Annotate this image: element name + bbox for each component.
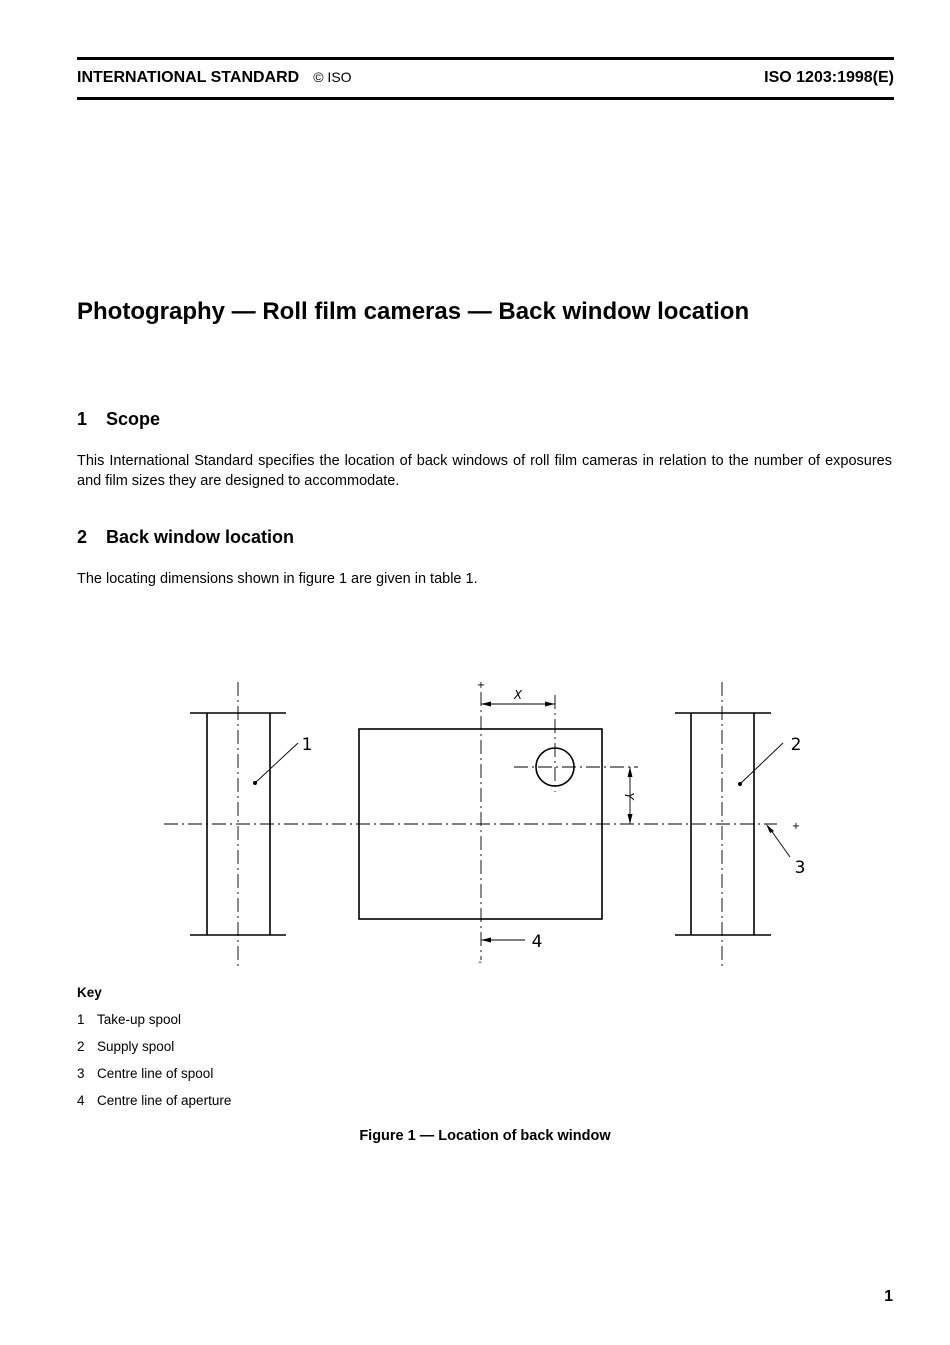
callout-2 xyxy=(738,735,801,786)
header-left xyxy=(77,69,352,87)
key-title: Key xyxy=(77,985,102,1000)
dimension-y xyxy=(622,767,636,824)
header-copyright: © ISO xyxy=(313,69,352,85)
callout-3-label: 3 xyxy=(794,858,806,878)
dimension-y-label: Y xyxy=(622,792,636,800)
key-item xyxy=(77,1012,181,1027)
figure-drawing xyxy=(150,670,820,975)
key-item xyxy=(77,1093,231,1108)
document-title: Photography — Roll film cameras — Back window location xyxy=(77,298,750,325)
key-number: 4 xyxy=(77,1093,85,1108)
key-text: Supply spool xyxy=(97,1039,175,1054)
key-number: 3 xyxy=(77,1066,85,1081)
callout-1-label: 1 xyxy=(301,735,313,755)
scope-paragraph: This International Standard specifies the location of back windows of roll film cameras in relation to the number of exposures and film sizes they are designed to accommodate. xyxy=(77,453,892,489)
callout-4 xyxy=(481,932,542,952)
back-window-paragraph: The locating dimensions shown in figure 1 are given in table 1. xyxy=(77,571,478,587)
section-heading-scope xyxy=(77,409,160,430)
back-window xyxy=(514,695,638,792)
section-heading-back-window xyxy=(77,527,294,548)
callout-2-label: 2 xyxy=(790,735,802,755)
key-text: Take-up spool xyxy=(97,1012,182,1027)
section-title: Scope xyxy=(106,409,161,429)
key-text: Centre line of aperture xyxy=(97,1093,232,1108)
centre-mark: + xyxy=(476,680,486,691)
header-rule-top xyxy=(77,57,894,60)
header-rule-bottom xyxy=(77,97,894,100)
key-number: 1 xyxy=(77,1012,85,1027)
header-standard-label: INTERNATIONAL STANDARD xyxy=(77,69,300,86)
centre-mark: - xyxy=(478,957,482,968)
dimension-x xyxy=(481,688,555,707)
key-item xyxy=(77,1039,174,1054)
key-text: Centre line of spool xyxy=(97,1066,214,1081)
key-item xyxy=(77,1066,213,1081)
section-number: 1 xyxy=(77,409,88,429)
figure-caption: Figure 1 — Location of back window xyxy=(359,1128,611,1144)
centre-mark: + xyxy=(791,821,801,832)
callout-1 xyxy=(253,735,312,785)
section-number: 2 xyxy=(77,527,88,547)
callout-3 xyxy=(766,824,805,878)
page-number: 1 xyxy=(884,1288,893,1305)
callout-4-label: 4 xyxy=(531,932,543,952)
section-title: Back window location xyxy=(106,527,295,547)
key-number: 2 xyxy=(77,1039,85,1054)
header-document-id: ISO 1203:1998(E) xyxy=(764,69,894,86)
dimension-x-label: X xyxy=(513,688,523,702)
